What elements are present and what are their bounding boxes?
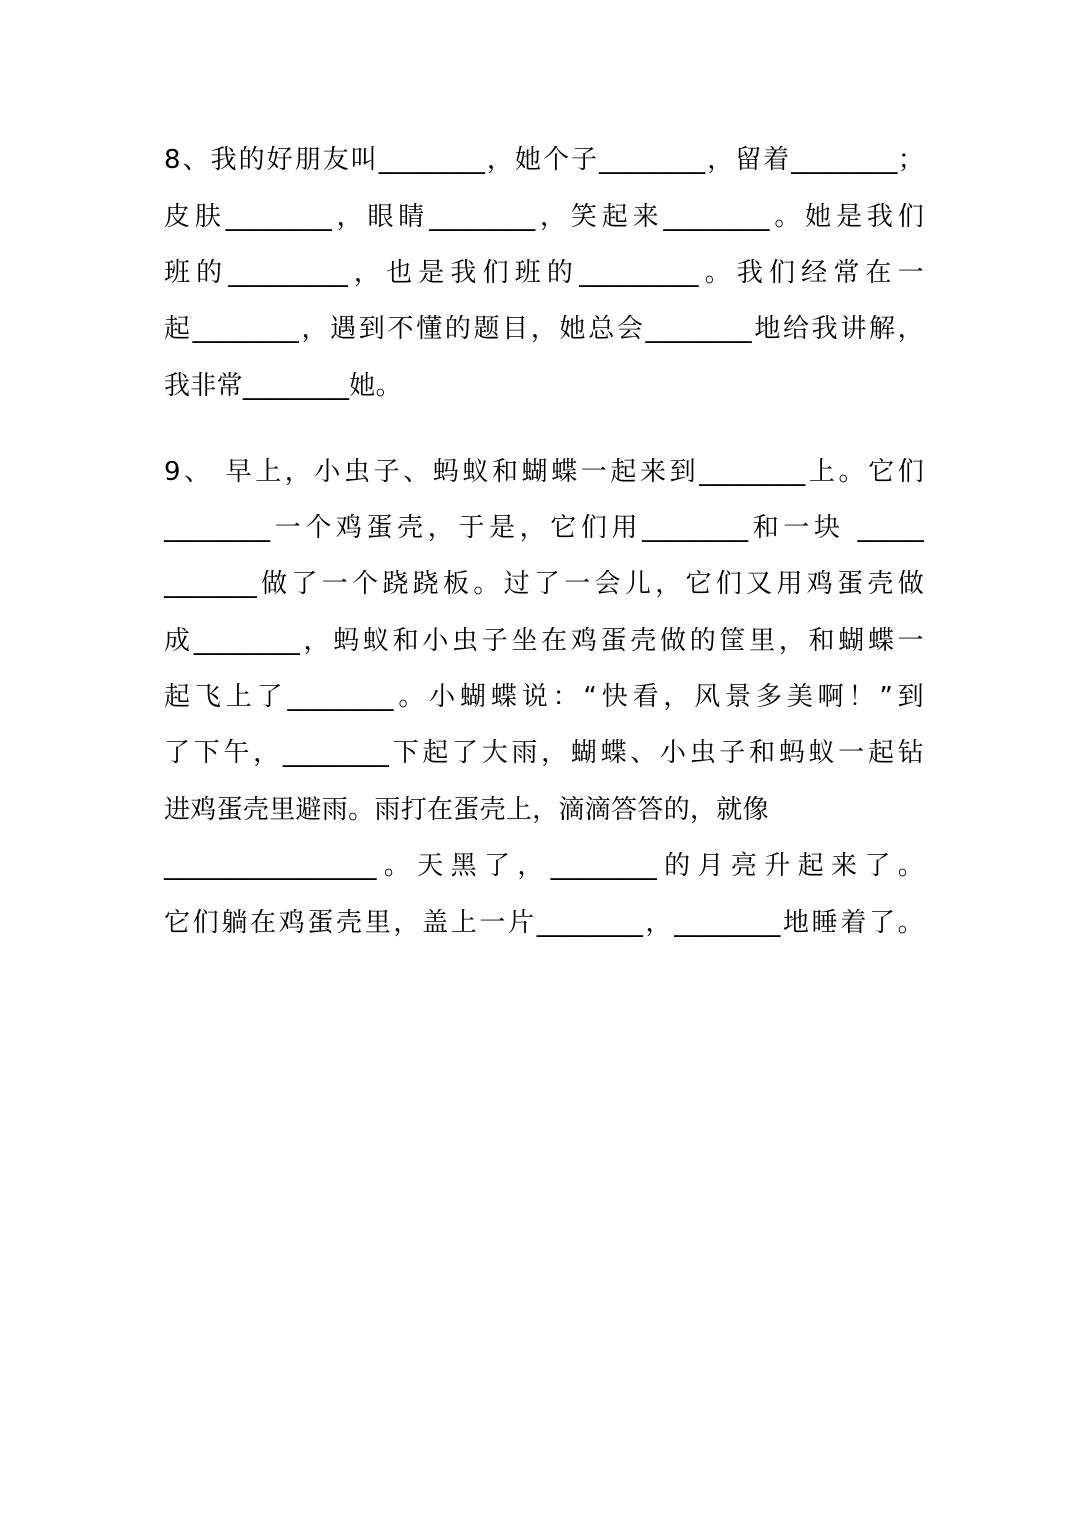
question-9-line-5: 起飞上了________。小蝴蝶说：“快看，风景多美啊！”到: [164, 682, 924, 712]
question-9-line-4: 成________，蚂蚁和小虫子坐在鸡蛋壳做的筐里，和蝴蝶一: [164, 626, 924, 656]
question-8-line-3: 班的_________，也是我们班的_________。我们经常在一: [164, 258, 924, 288]
question-9-line-6: 了下午，________下起了大雨，蝴蝶、小虫子和蚂蚁一起钻: [164, 738, 924, 768]
question-8-line-4: 起________，遇到不懂的题目，她总会________地给我讲解，: [164, 314, 924, 344]
question-9-line-7: 进鸡蛋壳里避雨。雨打在蛋壳上，滴滴答答的，就像: [164, 795, 769, 825]
question-8-line-2: 皮肤________，眼睛________，笑起来________。她是我们: [164, 202, 924, 232]
question-9-line-1: 9、 早上，小虫子、蚂蚁和蝴蝶一起来到________上。它们: [164, 457, 924, 487]
question-9-line-8: ________________。天黑了，________的月亮升起来了。: [164, 851, 924, 881]
question-9-line-2: ________一个鸡蛋壳，于是，它们用________和一块 _____: [164, 513, 924, 543]
question-8-line-5: 我非常________她。: [164, 371, 402, 401]
question-9-line-9: 它们躺在鸡蛋壳里，盖上一片________，________地睡着了。: [164, 908, 924, 938]
question-8-line-1: 8、我的好朋友叫________，她个子________，留着________；: [164, 145, 924, 175]
question-9-line-3: _______做了一个跷跷板。过了一会儿，它们又用鸡蛋壳做: [164, 569, 924, 599]
